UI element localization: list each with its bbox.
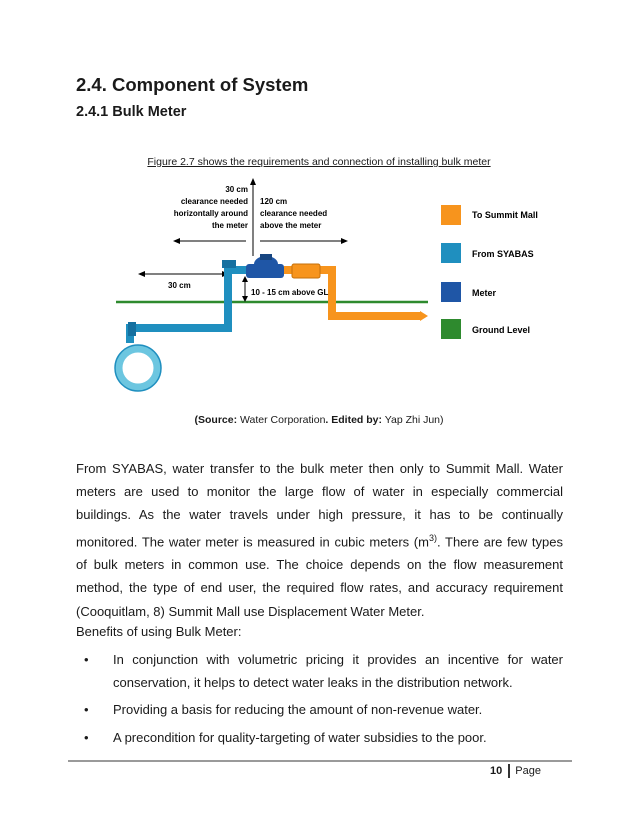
- label-clear-h-2: clearance needed: [180, 197, 248, 206]
- legend: [441, 205, 538, 339]
- bulk-meter-diagram: [110, 178, 550, 403]
- legend-swatch-teal: [441, 243, 461, 263]
- label-clear-v-1: 120 cm: [260, 197, 288, 206]
- label-clear-h-3: horizontally around: [173, 209, 248, 218]
- legend-label: Ground Level: [472, 325, 531, 335]
- label-left-distance: 30 cm: [168, 281, 191, 290]
- list-item: • In conjunction with volumetric pricing it provides an incentive for water conservation, it helps to detect water leaks in the distribution network.: [84, 652, 563, 691]
- paragraph-1: From SYABAS, water transfer to the bulk meter then only to Summit Mall. Water meters are used to monitor the large flow of water in especially commercial buildings. As the water travels under high pressure, it has to be continually monitored. The water meter is measured in cubic meters ($m^{3)}$. There are few types of bulk meters in common use. The choice depends on the flow measurement method, the type of end user, the required flow rates, and accuracy requirement (Cooquitlam, 8) Summit Mall use Displacement Water Meter.: [76, 461, 563, 619]
- legend-swatch-orange: [441, 205, 461, 225]
- benefits-heading: Benefits of using Bulk Meter:: [76, 624, 242, 639]
- legend-label: From SYABAS: [472, 249, 534, 259]
- figure-source: (Source: Water Corporation. Edited by: Yap Zhi Jun): [194, 414, 444, 426]
- list-item: • A precondition for quality-targeting of water subsidies to the poor.: [84, 729, 487, 745]
- label-height-gl: 10 - 15 cm above GL: [251, 288, 329, 297]
- legend-label: To Summit Mall: [472, 210, 538, 220]
- footer-divider: [68, 760, 572, 762]
- page-number: 10: [490, 764, 503, 777]
- legend-swatch-blue: [441, 282, 461, 302]
- page-label: Page: [515, 764, 541, 777]
- label-clear-h-4: the meter: [211, 221, 248, 230]
- subsection-heading: 2.4.1 Bulk Meter: [76, 104, 187, 120]
- figure-caption: Figure 2.7 shows the requirements and connection of installing bulk meter: [147, 156, 491, 168]
- pipe-cross-section: [119, 349, 157, 387]
- section-heading: 2.4. Component of System: [76, 74, 309, 95]
- benefits-list: [76, 648, 563, 753]
- legend-label: Meter: [472, 288, 497, 298]
- label-clear-v-2: clearance needed: [260, 209, 328, 218]
- page-footer: [490, 764, 541, 778]
- list-item: • Providing a basis for reducing the amount of non-revenue water.: [84, 702, 483, 718]
- label-clear-v-3: above the meter: [260, 221, 322, 230]
- legend-swatch-green: [441, 319, 461, 339]
- label-clear-h-1: 30 cm: [225, 185, 248, 194]
